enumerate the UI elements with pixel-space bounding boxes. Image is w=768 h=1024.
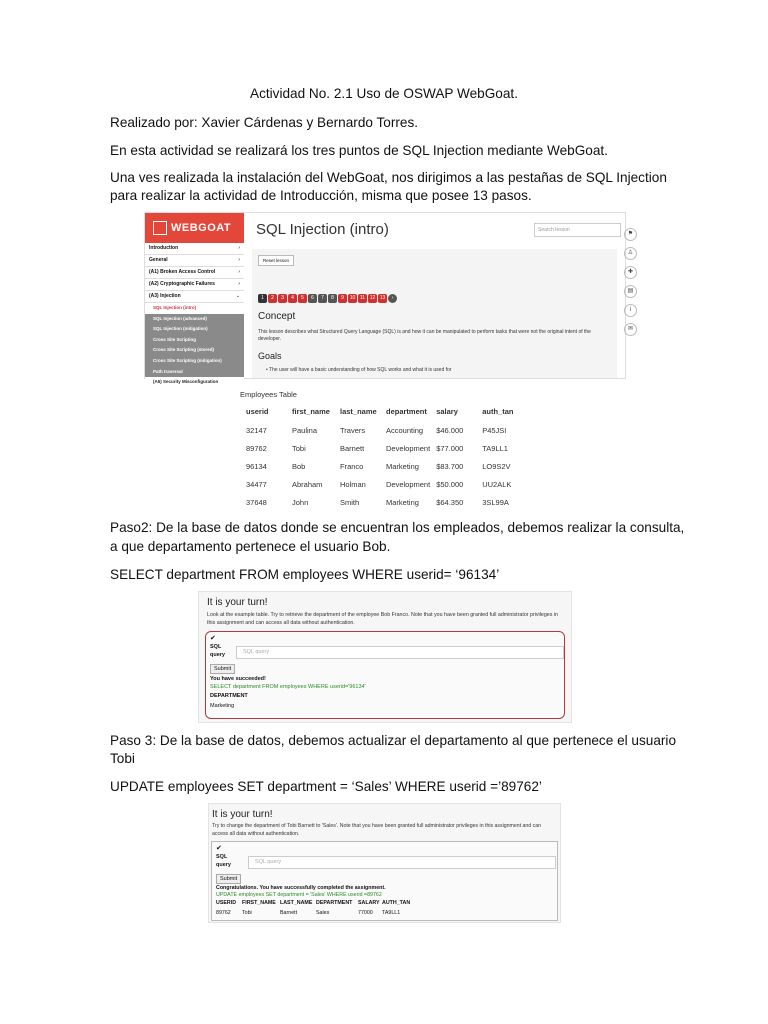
menu-item[interactable]: Introduction ›: [145, 243, 244, 255]
doc-paso3-line1: Paso 3: De la base de datos, debemos actualizar el departamento al que pertenece el usuario: [110, 733, 677, 748]
concept-heading: Concept: [258, 311, 296, 322]
col-header: userid: [246, 406, 269, 416]
chevron-right-icon: ›: [238, 281, 240, 287]
assignment-update-screenshot: [208, 803, 561, 923]
info-icon[interactable]: i: [624, 304, 637, 317]
assignment-heading: It is your turn!: [212, 809, 273, 820]
sql-query-label: SQL query: [216, 854, 231, 868]
table-row: 32147 Paulina Travers Accounting $46.000 P45JSI: [246, 425, 507, 435]
page-button[interactable]: 1: [258, 294, 267, 303]
chevron-right-icon: ›: [238, 245, 240, 251]
user-icon[interactable]: ♙: [624, 247, 637, 260]
doc-para1-line1: Una ves realizada la instalación del WebGoat, nos dirigimos a las pestañas de SQL Injection: [110, 170, 667, 185]
webgoat-sidebar: [145, 213, 244, 385]
submenu-item[interactable]: Cross Site Scripting (mitigation): [153, 357, 222, 363]
search-input[interactable]: Search lesson: [534, 223, 621, 237]
query-echo: SELECT department FROM employees WHERE userid='96134': [210, 684, 366, 690]
doc-paso3-line2: Tobi: [110, 751, 135, 766]
table-row: 37648 John Smith Marketing $64.350 3SL99A: [246, 497, 509, 507]
col-header: department: [386, 406, 427, 416]
doc-authors: Realizado por: Xavier Cárdenas y Bernardo Torres.: [110, 115, 419, 130]
mail-icon[interactable]: ✉: [624, 323, 637, 336]
check-icon: ✔: [216, 845, 222, 852]
assignment-select-screenshot: [198, 591, 572, 723]
page-title: SQL Injection (intro): [256, 221, 389, 238]
menu-item[interactable]: (A3) Injection ⌄: [145, 291, 244, 303]
webgoat-logo: WEBGOAT: [145, 213, 244, 243]
doc-para1-line2: para realizar la actividad de Introducción, misma que posee 13 pasos.: [110, 188, 532, 203]
success-message: Congratulations. You have successfully completed the assignment.: [216, 885, 386, 891]
submenu-item[interactable]: Path traversal: [153, 368, 183, 374]
table-caption: Employees Table: [240, 390, 297, 399]
page-button[interactable]: 6: [308, 294, 317, 303]
page-button[interactable]: 2: [268, 294, 277, 303]
check-icon: ✔: [210, 635, 216, 642]
query-echo: UPDATE employees SET department = 'Sales' WHERE userid =89762: [216, 892, 382, 898]
chevron-right-icon: ›: [238, 269, 240, 275]
table-row: 89762 Tobi Barnett Development $77.000 TA9LL1: [246, 443, 508, 453]
result-row: 89762 Tobi Barnett Sales 77000 TA9LL1: [216, 910, 401, 916]
result-value: Marketing: [210, 703, 235, 709]
doc-paso2-line2: a que departamento pertenece el usuario Bob.: [110, 539, 391, 554]
assignment-description: Try to change the department of Tobi Barnett to 'Sales'. Note that you have been granted full administrator privileges in this assignment and can access all data without authentication.: [212, 823, 541, 837]
table-row: 96134 Bob Franco Marketing $83.700 LO9S2V: [246, 461, 511, 471]
submit-button[interactable]: Submit: [216, 874, 241, 884]
sql-query-input[interactable]: SQL query: [236, 646, 564, 659]
page-button[interactable]: 8: [328, 294, 337, 303]
page-button[interactable]: 5: [298, 294, 307, 303]
sql-query-label: SQL query: [210, 644, 225, 658]
table-header-row: [240, 405, 513, 421]
submenu-item[interactable]: SQL Injection (mitigation): [153, 326, 208, 332]
col-header: salary: [436, 406, 458, 416]
page-button[interactable]: 12: [369, 295, 376, 301]
col-header: last_name: [340, 406, 377, 416]
page-button[interactable]: 7: [318, 294, 327, 303]
page-button[interactable]: 10: [349, 295, 356, 301]
submenu-item[interactable]: SQL Injection (advanced): [153, 315, 207, 321]
doc-title: Actividad No. 2.1 Uso de OSWAP WebGoat.: [250, 86, 518, 101]
doc-query2: SELECT department FROM employees WHERE userid= ‘96134’: [110, 567, 500, 582]
page-button[interactable]: 13: [379, 295, 386, 301]
language-icon[interactable]: ✚: [624, 266, 637, 279]
submenu-item[interactable]: Cross Site Scripting (stored): [153, 347, 215, 353]
chevron-right-icon: ›: [238, 257, 240, 263]
assignment-form: [211, 841, 558, 921]
lesson-pagination: [258, 286, 398, 304]
col-header: first_name: [292, 406, 330, 416]
result-column-header: DEPARTMENT: [210, 693, 248, 699]
page-button[interactable]: 4: [288, 294, 297, 303]
webgoat-screenshot: [144, 212, 634, 385]
doc-paso2-line1: Paso2: De la base de datos donde se encuentran los empleados, debemos realizar la consulta,: [110, 520, 685, 535]
chart-icon[interactable]: ▤: [624, 285, 637, 298]
concept-text: This lesson describes what Structured Query Language (SQL) is and how it can be manipulated to perform tasks that were not the original intent of the developer.: [258, 329, 591, 342]
page-button[interactable]: 9: [338, 294, 347, 303]
goat-logo-icon: [153, 221, 167, 235]
menu-item[interactable]: (A2) Cryptographic Failures ›: [145, 279, 244, 291]
result-header-row: USERID FIRST_NAME LAST_NAME DEPARTMENT SALARY AUTH_TAN: [216, 900, 411, 906]
success-message: You have succeeded!: [210, 676, 266, 682]
assignment-description: Look at the example table. Try to retrieve the department of the employee Bob Franco. Note that you have been granted full administrator privileges in this assignment and can access all data without authentication.: [207, 612, 558, 626]
assignment-form: [205, 631, 565, 719]
submit-button[interactable]: Submit: [210, 664, 235, 674]
submenu-item[interactable]: (A5) Security Misconfiguration: [145, 377, 244, 388]
menu-item[interactable]: (A1) Broken Access Control ›: [145, 267, 244, 279]
goals-heading: Goals: [258, 351, 282, 361]
table-row: 34477 Abraham Holman Development $50.000 UU2ALK: [246, 479, 512, 489]
assignment-heading: It is your turn!: [207, 597, 268, 608]
page-button[interactable]: 3: [278, 294, 287, 303]
sql-query-input[interactable]: SQL query: [248, 856, 556, 869]
lesson-content: [252, 249, 617, 378]
next-page-icon[interactable]: ›: [388, 294, 397, 303]
menu-item[interactable]: General ›: [145, 255, 244, 267]
flag-icon[interactable]: ⚑: [624, 228, 637, 241]
doc-intro: En esta actividad se realizará los tres puntos de SQL Injection mediante WebGoat.: [110, 143, 608, 158]
submenu-item-sql-intro[interactable]: SQL Injection (intro): [145, 303, 244, 314]
employees-table: [240, 390, 530, 511]
reset-lesson-button[interactable]: Reset lesson: [258, 255, 294, 266]
doc-query3: UPDATE employees SET department = ‘Sales’ WHERE userid =’89762’: [110, 779, 542, 794]
goal-item: • The user will have a basic understanding of how SQL works and what it is used for: [266, 367, 452, 373]
chevron-down-icon: ⌄: [235, 293, 240, 299]
col-header: auth_tan: [482, 406, 514, 416]
page-button[interactable]: 11: [359, 295, 366, 301]
submenu-item[interactable]: Cross Site Scripting: [153, 336, 197, 342]
